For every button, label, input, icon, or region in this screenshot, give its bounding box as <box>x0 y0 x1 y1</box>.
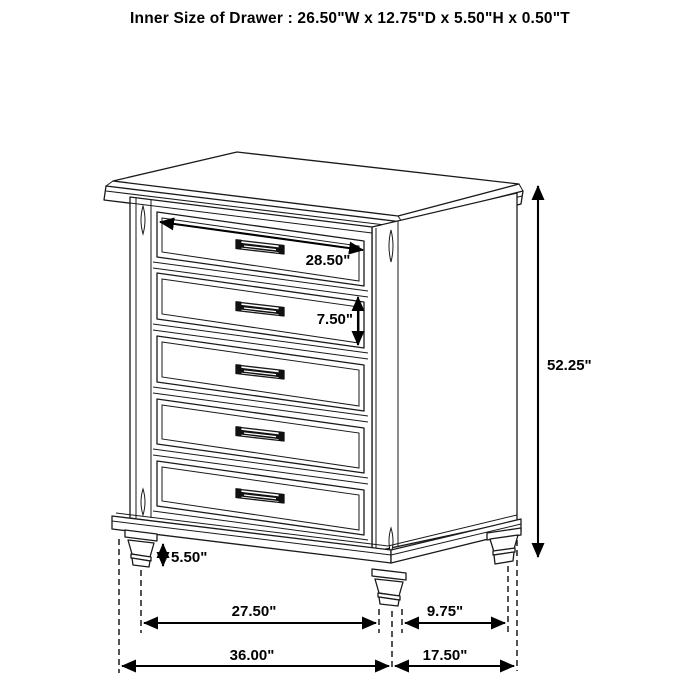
stile-chamfer-detail <box>141 489 145 515</box>
front-leg-spacing-label: 27.50" <box>231 603 277 620</box>
front-right-leg <box>372 569 406 606</box>
drawer-height-label: 7.50" <box>316 311 353 328</box>
stile-chamfer-detail <box>141 206 145 234</box>
chest-body <box>130 193 517 554</box>
overall-width-label: 36.00" <box>229 647 275 664</box>
chest-illustration <box>104 152 523 606</box>
page-title: Inner Size of Drawer : 26.50"W x 12.75"D x 5.50"H x 0.50"T <box>130 10 570 27</box>
front-left-leg <box>125 530 157 567</box>
back-right-leg <box>487 528 521 564</box>
overall-height-label: 52.25" <box>547 357 592 374</box>
overall-depth-label: 17.50" <box>422 647 468 664</box>
side-leg-spacing-label: 9.75" <box>426 603 464 620</box>
corner-chamfer-detail <box>389 230 393 262</box>
drawer-width-label: 28.50" <box>305 252 351 269</box>
leg-height-label: 5.50" <box>171 549 208 566</box>
